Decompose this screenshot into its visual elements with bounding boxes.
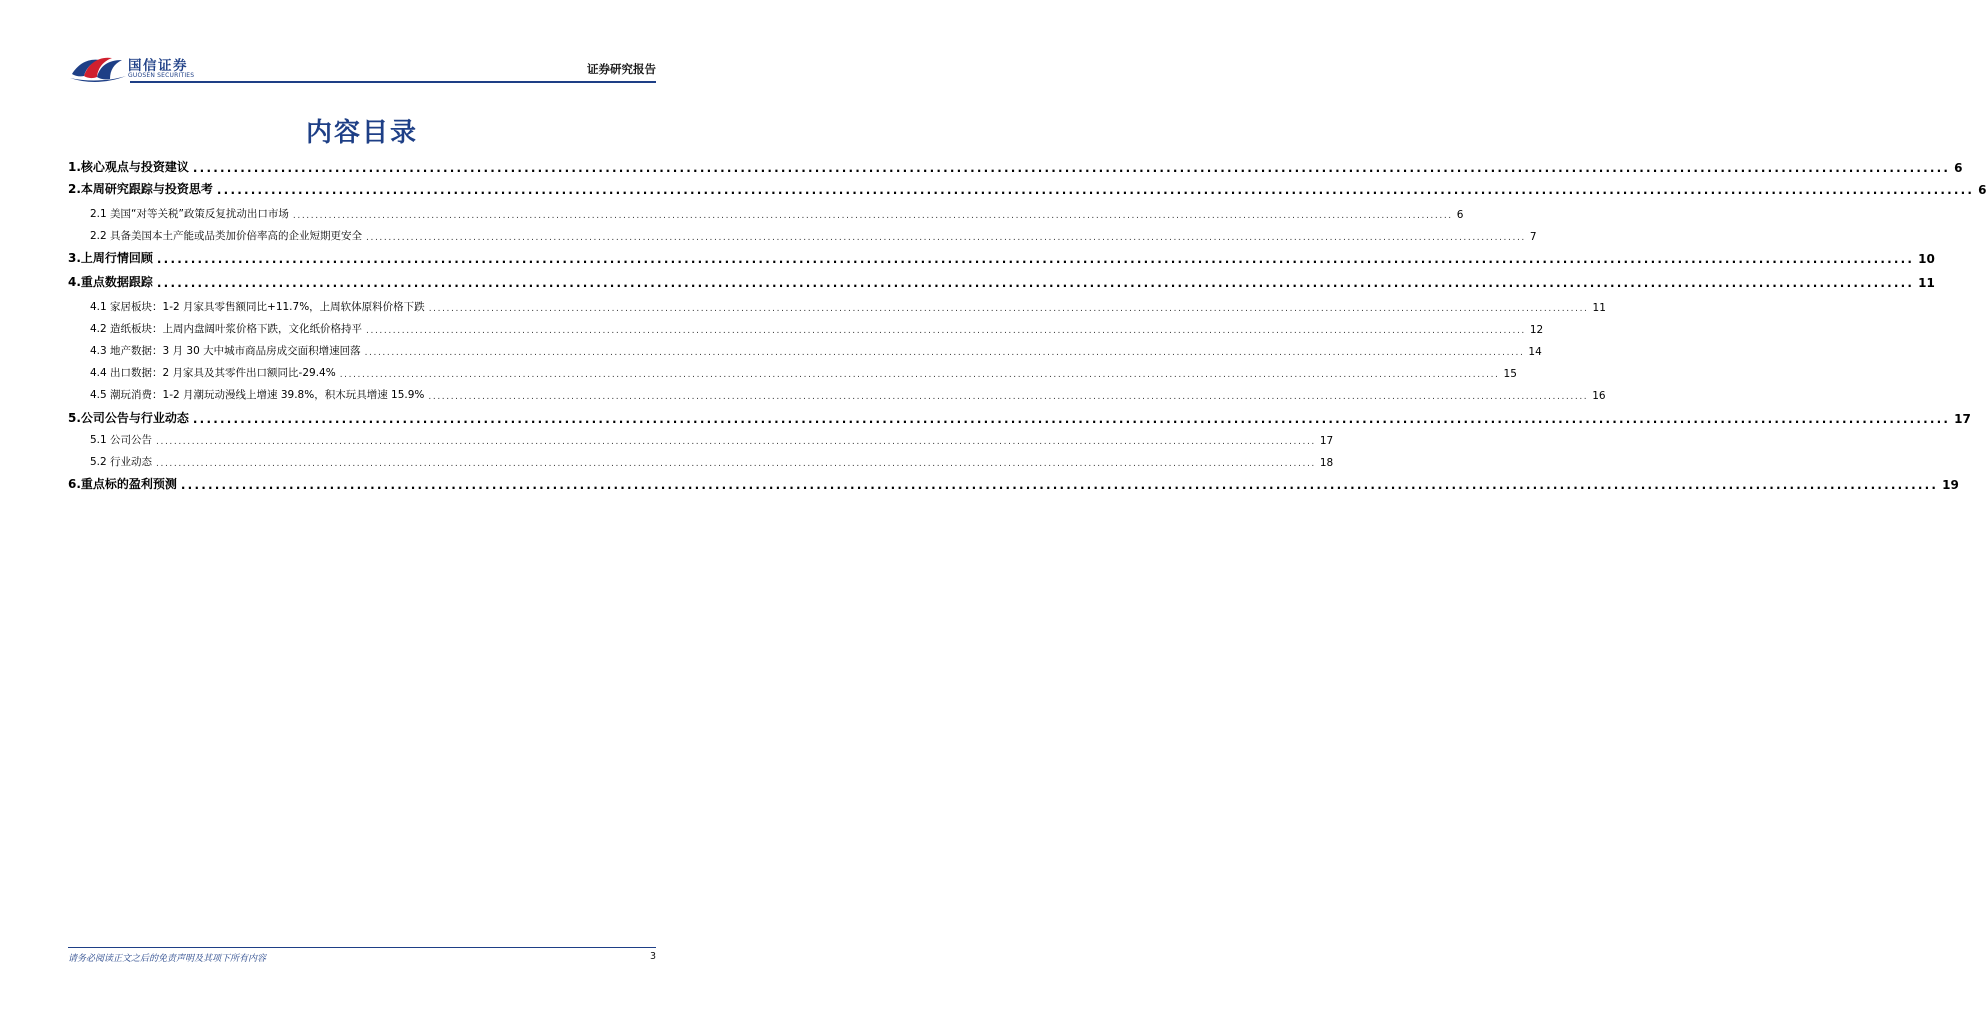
guosen-logo-icon [70,50,128,84]
toc-entry-page: 17 [1954,412,1971,426]
toc-leader-dots: .................................................................................................................................................................................................................................................................... [192,161,1951,175]
toc-leader-dots: .................................................................................................................................................................................................................................................................... [366,326,1526,336]
toc-leader-dots: .................................................................................................................................................................................................................................................................... [156,252,1915,266]
toc-entry-label: 2.2 具备美国本土产能或品类加价倍率高的企业短期更安全 [90,230,363,242]
toc-entry[interactable] [68,427,1334,447]
toc-entry-page: 16 [1592,390,1606,402]
toc-entry[interactable] [68,360,1517,380]
page-header [0,0,724,90]
toc-leader-dots: .................................................................................................................................................................................................................................................................... [428,304,1589,314]
toc-entry-page: 14 [1528,346,1542,358]
toc-entry[interactable] [68,155,1963,175]
toc-entry-page: 7 [1529,231,1537,243]
toc-entry-page: 15 [1503,368,1517,380]
toc-entry[interactable] [68,316,1544,336]
toc-entry-label: 2.1 美国“对等关税”政策反复扰动出口市场 [90,208,289,220]
company-logo [70,50,204,84]
toc-entry-page: 6 [1456,209,1464,221]
toc-entry-label: 5.公司公告与行业动态 [68,411,189,425]
toc-leader-dots: .................................................................................................................................................................................................................................................................... [428,392,1589,402]
logo-english-name: GUOSEN SECURITIES [128,72,195,79]
toc-leader-dots: .................................................................................................................................................................................................................................................................... [180,478,1939,492]
toc-leader-dots: .................................................................................................................................................................................................................................................................... [366,233,1526,243]
toc-entry-label: 4.4 出口数据：2 月家具及其零件出口额同比-29.4% [90,367,336,379]
toc-leader-dots: .................................................................................................................................................................................................................................................................... [216,183,1975,197]
toc-entry-label: 4.5 潮玩消费：1-2 月潮玩动漫线上增速 39.8%，积木玩具增速 15.9% [90,389,425,401]
toc-entry-label: 4.1 家居板块：1-2 月家具零售额同比+11.7%，上周软体原料价格下跌 [90,301,425,313]
toc-entry[interactable] [68,382,1606,402]
logo-chinese-name: 国信证券 [128,58,188,74]
toc-entry[interactable] [68,449,1334,469]
toc-entry-page: 6 [1978,183,1987,197]
toc-entry[interactable] [68,270,1935,290]
toc-leader-dots: .................................................................................................................................................................................................................................................................... [156,276,1915,290]
toc-entry-label: 5.2 行业动态 [90,456,153,468]
toc-entry-page: 18 [1319,457,1334,469]
toc-entry-page: 19 [1942,478,1959,492]
toc-leader-dots: .................................................................................................................................................................................................................................................................... [364,348,1525,358]
toc-entry-label: 4.2 造纸板块：上周内盘阔叶浆价格下跌，文化纸价格持平 [90,323,363,335]
footer-divider [68,947,656,948]
page-title: 内容目录 [305,118,418,148]
toc-entry[interactable] [68,246,1935,266]
toc-entry-label: 6.重点标的盈利预测 [68,477,177,491]
toc-entry[interactable] [68,472,1959,492]
toc-entry[interactable] [68,177,1987,197]
toc-entry-label: 3.上周行情回顾 [68,251,153,265]
toc-entry[interactable] [68,201,1464,221]
toc-leader-dots: .................................................................................................................................................................................................................................................................... [156,459,1316,469]
toc-entry[interactable] [68,338,1542,358]
report-type-label: 证券研究报告 [587,62,656,76]
toc-entry-label: 2.本周研究跟踪与投资思考 [68,182,213,196]
toc-entry[interactable] [68,406,1971,426]
toc-leader-dots: .................................................................................................................................................................................................................................................................... [339,370,1500,380]
toc-entry[interactable] [68,294,1606,314]
toc-entry-label: 4.重点数据跟踪 [68,275,153,289]
toc-entry-page: 17 [1319,435,1334,447]
toc-leader-dots: .................................................................................................................................................................................................................................................................... [192,412,1951,426]
toc-entry-label: 5.1 公司公告 [90,434,153,446]
toc-entry-page: 11 [1592,302,1606,314]
toc-leader-dots: .................................................................................................................................................................................................................................................................... [156,437,1316,447]
toc-leader-dots: .................................................................................................................................................................................................................................................................... [292,211,1453,221]
toc-entry-label: 1.核心观点与投资建议 [68,160,189,174]
header-divider [130,81,656,83]
toc-entry-page: 11 [1918,276,1935,290]
toc-entry-page: 12 [1529,324,1544,336]
footer-disclaimer: 请务必阅读正文之后的免责声明及其项下所有内容 [68,954,267,964]
toc-entry-page: 6 [1954,161,1963,175]
toc-entry[interactable] [68,223,1537,243]
page-number: 3 [649,951,656,962]
toc-entry-label: 4.3 地产数据：3 月 30 大中城市商品房成交面积增速回落 [90,345,361,357]
toc-entry-page: 10 [1918,252,1935,266]
